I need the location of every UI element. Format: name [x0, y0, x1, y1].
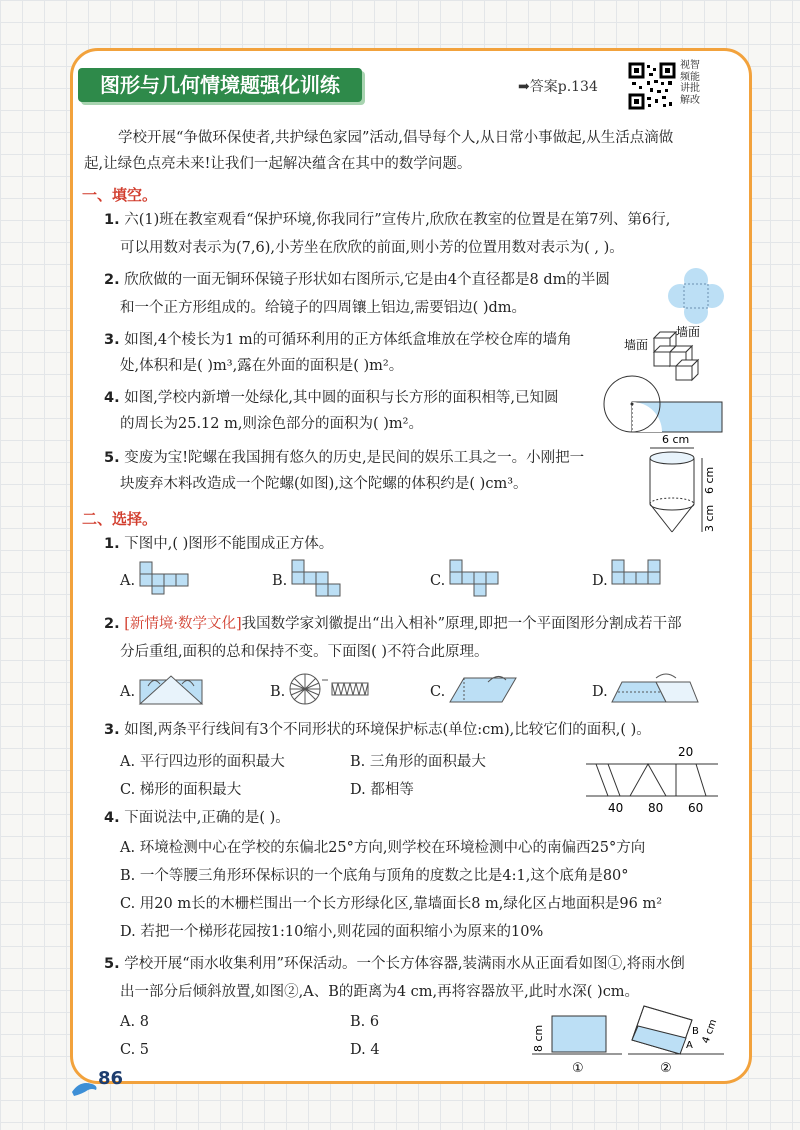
s2-q2-line-2: 分后重组,面积的总和保持不变。下面图( )不符合此原理。 — [120, 644, 489, 660]
s1-q3-line-2: 处,体积和是( )m³,露在外面的面积是( )m²。 — [120, 358, 404, 374]
s2-q4-option-c[interactable]: C. 用20 m长的木栅栏围出一个长方形绿化区,靠墙面长8 m,绿化区占地面积是96 m² — [120, 896, 663, 912]
s2-q5-option-c[interactable]: C. 5 — [120, 1042, 150, 1058]
s2-q5-option-b[interactable]: B. 6 — [350, 1014, 380, 1030]
figure-1-label: ① — [572, 1061, 584, 1076]
fig-label-60: 60 — [688, 801, 704, 815]
s1-q4-line-2: 的周长为25.12 m,则涂色部分的面积为( )m²。 — [120, 416, 423, 432]
top-height-label: 6 cm — [703, 466, 716, 494]
s2-q4-option-d[interactable]: D. 若把一个梯形花园按1:10缩小,则花园的面积缩小为原来的10% — [120, 924, 544, 940]
mirror-shape-figure — [668, 268, 724, 324]
intro-line-1: 学校开展“争做环保使者,共护绿色家园”活动,倡导每个人,从日常小事做起,从生活点滴做 — [118, 130, 674, 146]
cube-net-b[interactable] — [292, 560, 344, 598]
cube-net-c[interactable] — [450, 560, 502, 598]
stacked-cubes-figure — [624, 322, 724, 382]
s2-q4-option-b[interactable]: B. 一个等腰三角形环保标识的一个底角与顶角的度数之比是4:1,这个底角是80° — [120, 868, 629, 884]
answer-ref-text: 答案p.134 — [529, 79, 598, 95]
fig-label-20: 20 — [678, 745, 694, 759]
point-b-label: B — [692, 1026, 699, 1037]
area-figure-b[interactable] — [288, 672, 378, 706]
s1-q2-line-1: 2. 欣欣做的一面无铜环保镜子形状如右图所示,它是由4个直径都是8 dm的半圆 — [104, 272, 610, 288]
dolphin-icon — [70, 1078, 100, 1098]
intro-line-2: 起,让绿色点亮未来!让我们一起解决蕴含在其中的数学问题。 — [84, 156, 472, 172]
fig-label-80: 80 — [648, 801, 664, 815]
s2-q2-option-a-label[interactable]: A. — [120, 684, 136, 700]
s2-q5-line-1: 5. 学校开展“雨水收集利用”环保活动。一个长方体容器,装满雨水从正面看如图①,将雨水倒 — [104, 956, 685, 972]
s2-q4-option-a[interactable]: A. 环境检测中心在学校的东偏北25°方向,则学校在环境检测中心的南偏西25°方向 — [120, 840, 646, 856]
top-width-label: 6 cm — [662, 433, 690, 446]
s2-q5-line-2: 出一部分后倾斜放置,如图②,A、B的距离为4 cm,再将容器放平,此时水深( )cm。 — [120, 984, 640, 1000]
s1-q4-line-1: 4. 如图,学校内新增一处绿化,其中圆的面积与长方形的面积相等,已知圆 — [104, 390, 559, 406]
fig-label-40: 40 — [608, 801, 624, 815]
spinning-top-figure — [644, 432, 720, 536]
s2-q5-option-a[interactable]: A. 8 — [120, 1014, 149, 1030]
s2-q2-option-d-label[interactable]: D. — [592, 684, 608, 700]
area-figure-a[interactable] — [138, 672, 206, 706]
qr-side-labels: 视智 频能 讲批 解改 — [680, 60, 700, 106]
wall-label-right: 墙面 — [676, 325, 701, 339]
s2-q1-option-c-label[interactable]: C. — [430, 573, 446, 589]
page-number: 86 — [98, 1068, 124, 1089]
s2-q4-text: 4. 下面说法中,正确的是( )。 — [104, 810, 290, 826]
area-figure-d[interactable] — [610, 672, 700, 706]
s2-q3-text: 3. 如图,两条平行线间有3个不同形状的环境保护标志(单位:cm),比较它们的面积,( )。 — [104, 722, 651, 738]
s1-q5-line-2: 块废弃木料改造成一个陀螺(如图),这个陀螺的体积约是( )cm³。 — [120, 476, 528, 492]
parallel-lines-shapes-figure — [586, 742, 726, 816]
s1-q1-line-2: 可以用数对表示为(7,6),小芳坐在欣欣的前面,则小芳的位置用数对表示为( , )。 — [120, 240, 624, 256]
s2-q3-option-c[interactable]: C. 梯形的面积最大 — [120, 782, 242, 798]
s2-q3-option-b[interactable]: B. 三角形的面积最大 — [350, 754, 486, 770]
s1-q2-line-2: 和一个正方形组成的。给镜子的四周镶上铝边,需要铝边( )dm。 — [120, 300, 527, 316]
s2-q3-option-a[interactable]: A. 平行四边形的面积最大 — [120, 754, 285, 770]
s1-q5-line-1: 5. 变废为宝!陀螺在我国拥有悠久的历史,是民间的娱乐工具之一。小刚把一 — [104, 450, 585, 466]
cube-net-d[interactable] — [612, 560, 664, 598]
s2-q1-option-a-label[interactable]: A. — [120, 573, 136, 589]
s2-q1-option-d-label[interactable]: D. — [592, 573, 608, 589]
s2-q2-line-1: 2. [新情境·数学文化]我国数学家刘徽提出“出入相补”原理,即把一个平面图形分割成若干部 — [104, 616, 682, 632]
water-container-figure — [528, 1004, 728, 1076]
area-figure-c[interactable] — [448, 672, 518, 706]
cube-net-a[interactable] — [140, 570, 196, 594]
ab-distance-label: 4 cm — [700, 1017, 720, 1046]
s2-q1-text: 1. 下图中,( )图形不能围成正方体。 — [104, 536, 334, 552]
cone-height-label: 3 cm — [703, 504, 716, 532]
point-a-label: A — [686, 1040, 693, 1051]
s1-q3-line-1: 3. 如图,4个棱长为1 m的可循环利用的正方体纸盒堆放在学校仓库的墙角 — [104, 332, 572, 348]
s2-q3-option-d[interactable]: D. 都相等 — [350, 782, 414, 798]
answer-reference: ➡答案p.134 — [518, 79, 598, 95]
figure-2-label: ② — [660, 1061, 672, 1076]
page-title: 图形与几何情境题强化训练 — [78, 68, 362, 102]
qr-code-icon[interactable] — [628, 62, 676, 110]
wall-label-left: 墙面 — [624, 338, 649, 352]
circle-rectangle-figure — [602, 374, 724, 436]
section-1-heading: 一、填空。 — [82, 186, 158, 204]
new-context-tag: [新情境·数学文化] — [124, 616, 242, 632]
s1-q1-line-1: 1. 六(1)班在教室观看“保护环境,你我同行”宣传片,欣欣在教室的位置是在第7列、第6行, — [104, 212, 671, 228]
container-height-label: 8 cm — [532, 1024, 545, 1052]
section-2-heading: 二、选择。 — [82, 510, 158, 528]
s2-q5-option-d[interactable]: D. 4 — [350, 1042, 380, 1058]
s2-q2-option-c-label[interactable]: C. — [430, 684, 446, 700]
s2-q2-option-b-label[interactable]: B. — [270, 684, 286, 700]
s2-q1-option-b-label[interactable]: B. — [272, 573, 288, 589]
